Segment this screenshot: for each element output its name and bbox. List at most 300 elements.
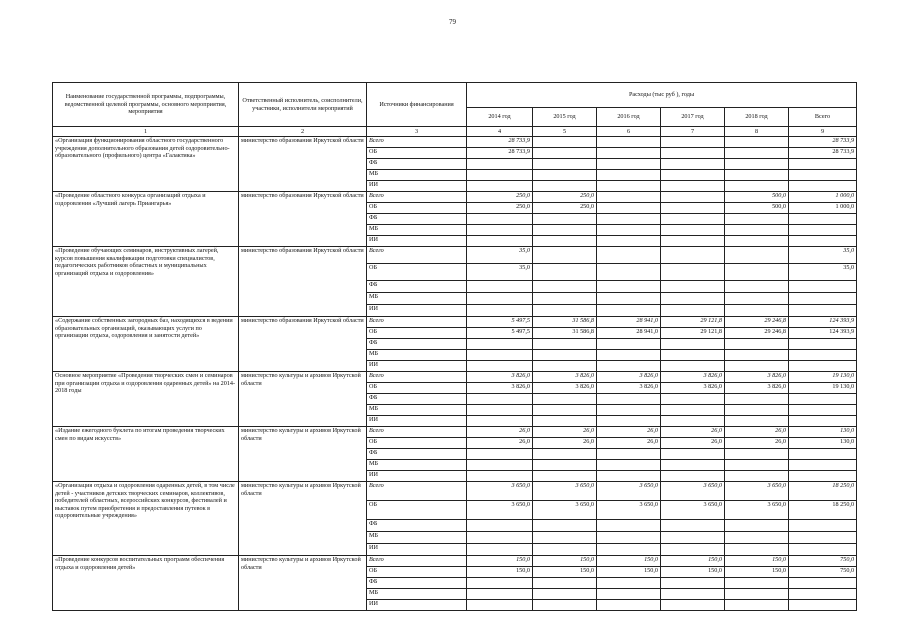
amount-cell: 26,0 [533, 438, 597, 449]
amount-cell [597, 449, 661, 460]
amount-cell [725, 339, 789, 350]
amount-total [789, 281, 857, 293]
amount-cell: 3 826,0 [533, 372, 597, 383]
amount-cell [533, 471, 597, 482]
amount-cell [533, 405, 597, 416]
amount-cell [725, 293, 789, 305]
amount-cell [533, 394, 597, 405]
amount-total [789, 532, 857, 544]
amount-cell [597, 264, 661, 281]
amount-cell [467, 394, 533, 405]
amount-cell [597, 394, 661, 405]
funding-source: ИИ [367, 471, 467, 482]
amount-cell [661, 532, 725, 544]
amount-cell [597, 460, 661, 471]
amount-cell [467, 460, 533, 471]
amount-cell [467, 532, 533, 544]
funding-source: ИИ [367, 305, 467, 317]
amount-cell [467, 159, 533, 170]
amount-cell [725, 148, 789, 159]
funding-source: ИИ [367, 236, 467, 247]
amount-total [789, 170, 857, 181]
amount-cell: 26,0 [467, 427, 533, 438]
amount-cell [533, 181, 597, 192]
amount-cell: 150,0 [597, 567, 661, 578]
amount-cell [661, 460, 725, 471]
amount-cell: 150,0 [661, 567, 725, 578]
funding-source: Всего [367, 372, 467, 383]
amount-cell: 3 650,0 [661, 482, 725, 501]
amount-cell [725, 264, 789, 281]
amount-total [789, 600, 857, 611]
amount-cell [725, 236, 789, 247]
table-row [53, 427, 857, 438]
amount-cell [597, 405, 661, 416]
amount-cell [597, 350, 661, 361]
amount-cell [661, 544, 725, 556]
amount-cell [597, 181, 661, 192]
amount-cell [467, 236, 533, 247]
amount-cell [533, 264, 597, 281]
amount-cell: 3 650,0 [725, 482, 789, 501]
funding-source: МБ [367, 405, 467, 416]
amount-total: 19 130,0 [789, 383, 857, 394]
amount-cell: 150,0 [725, 556, 789, 567]
funding-source: ОБ [367, 383, 467, 394]
amount-cell [597, 578, 661, 589]
funding-source: ФБ [367, 449, 467, 460]
amount-cell: 3 826,0 [467, 372, 533, 383]
amount-cell [661, 589, 725, 600]
amount-cell: 150,0 [533, 567, 597, 578]
amount-cell [533, 350, 597, 361]
amount-cell [661, 214, 725, 225]
amount-cell [661, 225, 725, 236]
funding-source: ОБ [367, 567, 467, 578]
amount-cell: 3 826,0 [597, 372, 661, 383]
amount-total: 124 393,9 [789, 317, 857, 328]
amount-cell: 29 246,8 [725, 317, 789, 328]
amount-total [789, 589, 857, 600]
amount-cell [467, 405, 533, 416]
amount-cell [533, 339, 597, 350]
amount-total [789, 471, 857, 482]
amount-cell [597, 361, 661, 372]
funding-source: МБ [367, 170, 467, 181]
amount-cell [533, 578, 597, 589]
event-name: «Содержание собственных загородных баз, находящихся в ведении образовательных организаций, оказывающих услуги по организации отдыха, оздоровления и занятости детей» [53, 317, 239, 372]
amount-total: 1 000,0 [789, 192, 857, 203]
executor: министерство культуры и архивов Иркутской области [239, 372, 367, 427]
amount-cell: 28 733,9 [467, 148, 533, 159]
amount-cell [725, 305, 789, 317]
amount-cell [725, 600, 789, 611]
amount-total: 130,0 [789, 427, 857, 438]
header-year: 2016 год [597, 108, 661, 127]
amount-cell: 3 650,0 [597, 482, 661, 501]
header-year: 2018 год [725, 108, 789, 127]
amount-total: 35,0 [789, 247, 857, 264]
amount-cell [533, 460, 597, 471]
amount-cell [533, 361, 597, 372]
amount-cell [661, 600, 725, 611]
funding-source: МБ [367, 350, 467, 361]
funding-source: МБ [367, 293, 467, 305]
amount-total [789, 449, 857, 460]
funding-source: ИИ [367, 416, 467, 427]
amount-cell [533, 532, 597, 544]
amount-cell: 150,0 [661, 556, 725, 567]
header-source: Источники финансирования [367, 83, 467, 127]
amount-cell [597, 339, 661, 350]
amount-cell: 31 586,8 [533, 317, 597, 328]
amount-cell [533, 214, 597, 225]
funding-source: ОБ [367, 203, 467, 214]
column-number: 4 [467, 127, 533, 137]
amount-cell: 26,0 [597, 438, 661, 449]
amount-cell [467, 293, 533, 305]
header-executor: Ответственный исполнитель, соисполнители, участники, исполнители мероприятий [239, 83, 367, 127]
amount-cell: 26,0 [533, 427, 597, 438]
amount-cell [597, 203, 661, 214]
amount-cell: 26,0 [467, 438, 533, 449]
amount-cell [467, 416, 533, 427]
amount-cell [467, 361, 533, 372]
amount-cell [661, 236, 725, 247]
event-name: «Организация отдыха и оздоровления одаренных детей, в том числе детей - участников детских творческих семинаров, коллективов, победителей областных, всероссийских конкурсов, фестивалей и выставок путем приобретения и предоставления путевок в оздоровительные учреждения» [53, 482, 239, 556]
amount-cell: 26,0 [661, 427, 725, 438]
funding-source: Всего [367, 192, 467, 203]
funding-source: Всего [367, 317, 467, 328]
amount-cell [661, 247, 725, 264]
amount-total [789, 214, 857, 225]
column-number: 6 [597, 127, 661, 137]
funding-source: ФБ [367, 578, 467, 589]
amount-cell [467, 600, 533, 611]
budget-table [52, 82, 857, 611]
executor: министерство образования Иркутской области [239, 247, 367, 317]
amount-cell: 3 650,0 [533, 501, 597, 520]
amount-cell [467, 339, 533, 350]
amount-cell [467, 449, 533, 460]
amount-cell [725, 181, 789, 192]
amount-cell [661, 339, 725, 350]
amount-cell: 3 650,0 [467, 501, 533, 520]
executor: министерство образования Иркутской области [239, 137, 367, 192]
amount-cell: 29 121,8 [661, 328, 725, 339]
amount-total [789, 339, 857, 350]
amount-cell [661, 305, 725, 317]
amount-total [789, 293, 857, 305]
amount-cell [533, 170, 597, 181]
amount-cell: 250,0 [533, 203, 597, 214]
amount-cell [467, 225, 533, 236]
amount-cell: 250,0 [533, 192, 597, 203]
amount-cell [725, 170, 789, 181]
funding-source: МБ [367, 225, 467, 236]
table-row [53, 556, 857, 567]
amount-cell: 28 733,9 [467, 137, 533, 148]
table-body [53, 137, 857, 611]
amount-cell [467, 471, 533, 482]
header-year-total: Всего [789, 108, 857, 127]
amount-cell [533, 137, 597, 148]
table-row [53, 317, 857, 328]
amount-cell [533, 305, 597, 317]
amount-cell [661, 293, 725, 305]
amount-cell [467, 170, 533, 181]
amount-total [789, 460, 857, 471]
amount-cell [661, 416, 725, 427]
amount-cell [661, 361, 725, 372]
funding-source: Всего [367, 482, 467, 501]
amount-cell [725, 471, 789, 482]
amount-cell: 26,0 [661, 438, 725, 449]
amount-cell [661, 520, 725, 532]
amount-cell [533, 225, 597, 236]
amount-cell [597, 416, 661, 427]
amount-cell [597, 225, 661, 236]
amount-cell [467, 181, 533, 192]
amount-cell [533, 520, 597, 532]
funding-source: ИИ [367, 600, 467, 611]
amount-cell [597, 137, 661, 148]
amount-cell: 150,0 [725, 567, 789, 578]
amount-cell [661, 471, 725, 482]
table-row [53, 192, 857, 203]
amount-total: 750,0 [789, 567, 857, 578]
amount-cell: 150,0 [533, 556, 597, 567]
amount-cell: 150,0 [597, 556, 661, 567]
column-number: 2 [239, 127, 367, 137]
funding-source: ИИ [367, 544, 467, 556]
amount-cell [661, 203, 725, 214]
amount-cell [725, 520, 789, 532]
amount-cell: 3 650,0 [533, 482, 597, 501]
executor: министерство образования Иркутской области [239, 317, 367, 372]
funding-source: ОБ [367, 148, 467, 159]
funding-source: ФБ [367, 281, 467, 293]
table-row [53, 137, 857, 148]
amount-cell [533, 247, 597, 264]
amount-cell [597, 281, 661, 293]
amount-cell [467, 350, 533, 361]
amount-cell [597, 293, 661, 305]
amount-cell: 31 586,8 [533, 328, 597, 339]
amount-cell: 3 650,0 [597, 501, 661, 520]
amount-cell [597, 159, 661, 170]
amount-cell [467, 281, 533, 293]
amount-total [789, 236, 857, 247]
amount-cell [661, 181, 725, 192]
amount-cell [661, 137, 725, 148]
funding-source: ИИ [367, 181, 467, 192]
amount-cell [533, 293, 597, 305]
amount-cell: 26,0 [725, 427, 789, 438]
amount-cell [597, 192, 661, 203]
amount-cell [467, 578, 533, 589]
amount-cell [725, 544, 789, 556]
amount-cell [725, 214, 789, 225]
amount-cell [725, 247, 789, 264]
funding-source: ФБ [367, 214, 467, 225]
amount-total: 750,0 [789, 556, 857, 567]
executor: министерство культуры и архивов Иркутской области [239, 556, 367, 611]
amount-cell [661, 264, 725, 281]
amount-cell: 28 941,0 [597, 328, 661, 339]
amount-total [789, 181, 857, 192]
amount-cell [661, 350, 725, 361]
amount-cell [725, 416, 789, 427]
event-name: «Издание ежегодного буклета по итогам проведения творческих смен по видам искусств» [53, 427, 239, 482]
amount-cell [597, 214, 661, 225]
amount-cell: 26,0 [597, 427, 661, 438]
funding-source: ИИ [367, 361, 467, 372]
table-row [53, 372, 857, 383]
amount-cell [597, 247, 661, 264]
amount-cell: 5 497,5 [467, 328, 533, 339]
amount-cell [725, 589, 789, 600]
amount-total: 18 250,0 [789, 482, 857, 501]
event-name: «Проведение обучающих семинаров, инструктивных лагерей, курсов повышения квалификации подготовки специалистов, педагогических работников областных и муниципальных организаций отдыха и оздоровления» [53, 247, 239, 317]
amount-cell [597, 600, 661, 611]
amount-total [789, 394, 857, 405]
amount-cell [467, 214, 533, 225]
amount-cell [597, 544, 661, 556]
funding-source: ОБ [367, 328, 467, 339]
amount-cell [725, 350, 789, 361]
funding-source: ОБ [367, 264, 467, 281]
amount-cell [533, 236, 597, 247]
amount-cell: 3 650,0 [467, 482, 533, 501]
amount-cell [467, 305, 533, 317]
event-name: «Проведение областного конкурса организаций отдыха и оздоровления «Лучший лагерь Приангарья» [53, 192, 239, 247]
amount-total: 28 733,9 [789, 137, 857, 148]
funding-source: МБ [367, 589, 467, 600]
funding-source: ОБ [367, 501, 467, 520]
amount-cell [661, 281, 725, 293]
funding-source: ФБ [367, 520, 467, 532]
amount-cell [661, 394, 725, 405]
amount-cell [725, 449, 789, 460]
amount-cell [597, 532, 661, 544]
amount-cell: 3 826,0 [467, 383, 533, 394]
amount-cell [725, 225, 789, 236]
amount-total [789, 416, 857, 427]
amount-total [789, 350, 857, 361]
amount-cell [661, 449, 725, 460]
amount-cell [725, 394, 789, 405]
column-number: 8 [725, 127, 789, 137]
amount-cell: 3 826,0 [661, 383, 725, 394]
amount-total [789, 361, 857, 372]
amount-cell [533, 589, 597, 600]
amount-cell [725, 460, 789, 471]
column-number: 3 [367, 127, 467, 137]
amount-cell: 29 121,8 [661, 317, 725, 328]
amount-total [789, 544, 857, 556]
amount-cell: 500,0 [725, 203, 789, 214]
amount-cell: 26,0 [725, 438, 789, 449]
amount-total: 18 250,0 [789, 501, 857, 520]
executor: министерство культуры и архивов Иркутской области [239, 427, 367, 482]
header-year: 2017 год [661, 108, 725, 127]
funding-source: Всего [367, 247, 467, 264]
header-year: 2014 год [467, 108, 533, 127]
amount-total [789, 305, 857, 317]
amount-cell: 29 246,8 [725, 328, 789, 339]
amount-total [789, 159, 857, 170]
amount-total [789, 520, 857, 532]
amount-cell [725, 405, 789, 416]
funding-source: Всего [367, 556, 467, 567]
amount-cell [661, 148, 725, 159]
amount-cell [597, 520, 661, 532]
amount-cell: 3 826,0 [661, 372, 725, 383]
amount-cell [725, 532, 789, 544]
event-name: «Проведение конкурсов воспитательных программ обеспечения отдыха и оздоровления детей» [53, 556, 239, 611]
amount-cell [597, 471, 661, 482]
amount-cell [533, 544, 597, 556]
column-number: 1 [53, 127, 239, 137]
header-expenses: Расходы (тыс руб ), годы [467, 83, 857, 108]
amount-total: 19 130,0 [789, 372, 857, 383]
amount-cell: 3 826,0 [597, 383, 661, 394]
amount-cell: 3 826,0 [725, 372, 789, 383]
amount-cell [533, 159, 597, 170]
table-row [53, 482, 857, 501]
amount-cell [533, 600, 597, 611]
amount-cell: 35,0 [467, 247, 533, 264]
amount-cell [597, 236, 661, 247]
executor: министерство культуры и архивов Иркутской области [239, 482, 367, 556]
amount-cell: 500,0 [725, 192, 789, 203]
amount-total [789, 225, 857, 236]
amount-cell [725, 281, 789, 293]
amount-total: 130,0 [789, 438, 857, 449]
amount-cell [533, 416, 597, 427]
amount-cell [661, 405, 725, 416]
amount-cell [533, 281, 597, 293]
amount-cell: 150,0 [467, 567, 533, 578]
amount-cell [533, 148, 597, 159]
amount-cell [597, 305, 661, 317]
event-name: «Организация функционирования областного государственного учреждения дополнительного образования детей оздоровительно-образовательного (профильного) центра «Галактика» [53, 137, 239, 192]
table-row [53, 247, 857, 264]
funding-source: Всего [367, 427, 467, 438]
amount-cell: 250,0 [467, 203, 533, 214]
amount-cell: 150,0 [467, 556, 533, 567]
amount-cell [725, 361, 789, 372]
amount-total: 35,0 [789, 264, 857, 281]
header-year: 2015 год [533, 108, 597, 127]
amount-cell [661, 159, 725, 170]
amount-cell [467, 589, 533, 600]
column-number: 5 [533, 127, 597, 137]
amount-cell: 3 826,0 [533, 383, 597, 394]
amount-cell [661, 192, 725, 203]
amount-cell: 3 650,0 [661, 501, 725, 520]
amount-total [789, 405, 857, 416]
funding-source: ФБ [367, 394, 467, 405]
funding-source: МБ [367, 532, 467, 544]
amount-total: 1 000,0 [789, 203, 857, 214]
amount-cell [597, 589, 661, 600]
amount-cell [725, 578, 789, 589]
amount-cell [597, 170, 661, 181]
amount-cell [467, 544, 533, 556]
amount-cell: 250,0 [467, 192, 533, 203]
